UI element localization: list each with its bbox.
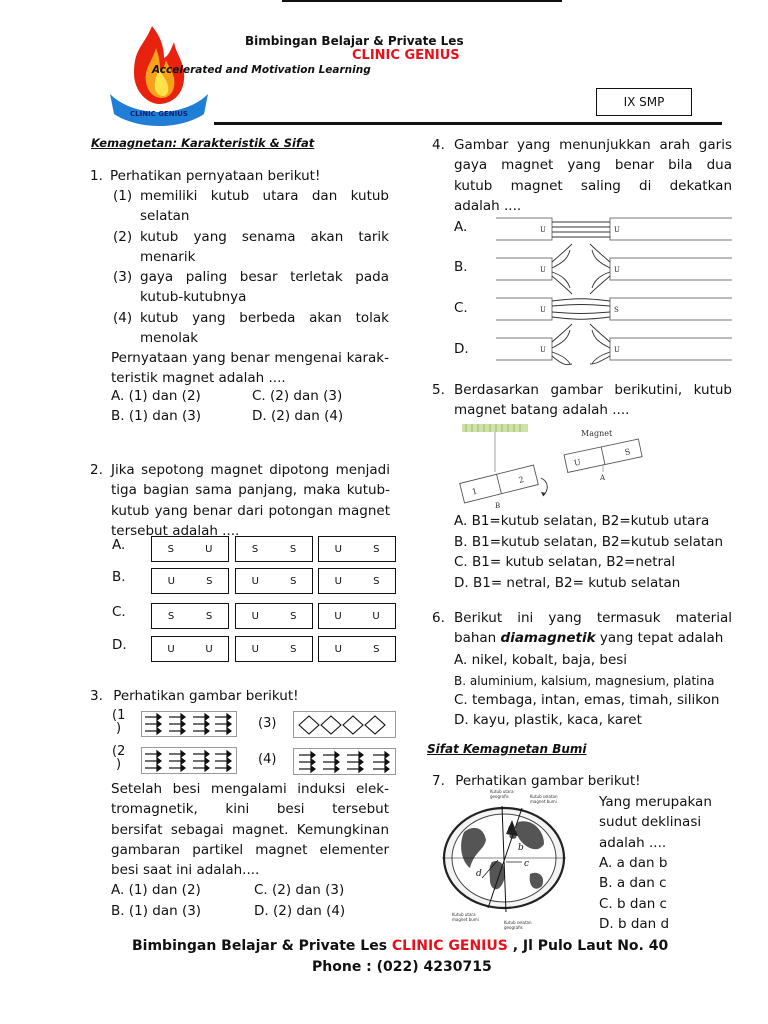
q1-item-num: (2) [113,228,133,245]
q4-pole-label: U [540,306,546,314]
q4-line: adalah .... [454,197,522,214]
q7-option-d[interactable]: D. b dan d [599,916,670,932]
top-rule [282,0,562,2]
q4-line: gaya magnet yang benar bila dua [454,157,732,174]
q7-angle-a: a [508,823,514,833]
question-3 [90,686,299,706]
q5-label-b: B [495,502,501,510]
q3-option-d[interactable]: D. (2) dan (4) [254,903,346,919]
section-title-bumi: Sifat Kemagnetan Bumi [427,742,587,756]
q4-figures [496,214,732,364]
q4-pole-label: U [614,346,620,354]
magnet-piece [151,603,229,629]
pole-label: U [205,543,213,555]
q7-fig-label: Kutub selatan [530,794,558,799]
footer-phone: Phone : (022) 4230715 [312,959,492,975]
q5-option-b[interactable]: B. B1=kutub selatan, B2=kutub selatan [454,534,724,550]
q5-option-a[interactable]: A. B1=kutub selatan, B2=kutub utara [454,513,710,529]
q5-line: Berdasarkan gambar berikutini, kutub [454,382,732,398]
pole-label: U [334,575,342,587]
pole-label: S [167,543,174,555]
pole-label: U [251,610,259,622]
q5-label-magnet: Magnet [581,429,613,438]
magnet-piece [318,536,396,562]
q6-option-c[interactable]: C. tembaga, intan, emas, timah, silikon [454,692,720,708]
q4-line: kutub magnet saling di dekatkan [454,177,732,194]
q2-line: kutub yang benar dari potongan magnet [111,502,390,519]
q3-figure-2 [141,747,237,774]
footer-brand: CLINIC GENIUS [391,938,508,954]
magnet-piece [235,603,313,629]
question-6 [432,608,732,649]
q7-fig-label: Kutub utara [452,912,476,917]
pole-label: U [251,575,259,587]
q1-item-cont: kutub-kutubnya [140,289,247,306]
footer-text: Bimbingan Belajar & Private Les [132,938,388,954]
class-label: IX SMP [623,95,665,109]
footer-address: , Jl Pulo Laut No. 40 [512,938,669,954]
q2-option-label[interactable]: B. [112,569,126,585]
q3-body [111,779,389,880]
q4-pole-label: S [614,306,619,314]
q6-number: 6. [432,610,445,626]
q5-label-2: 2 [517,475,525,485]
q7-fig-label: Kutub selatan [504,920,532,925]
q1-option-c[interactable]: C. (2) dan (3) [252,388,343,404]
q6-line: Berikut ini yang termasuk material [454,610,732,626]
q7-side-line: adalah .... [599,834,667,851]
q1-stem: Perhatikan pernyataan berikut! [110,168,321,184]
q3-figure-3 [293,711,396,738]
q5-label-1: 1 [471,486,479,497]
q3-fig3-label: (3) [258,716,277,731]
q7-angle-d: d [476,869,482,879]
q1-item-cont: menolak [140,330,199,347]
q3-fig1-label [112,709,125,735]
header-tagline: Accelerated and Motivation Learning [152,64,371,76]
q4-option-b[interactable]: B. [454,259,468,275]
q3-fig2-label-a: (2 [112,744,126,759]
pole-label: U [334,543,342,555]
pole-label: U [372,610,380,622]
q3-line: gambaran partikel magnet elementer [111,841,389,858]
q6-line2-post: yang tepat adalah [599,630,724,647]
magnet-piece [318,636,396,662]
q3-figure-1 [141,711,237,737]
pole-label: S [290,643,297,655]
q7-fig-label: Kutub utara [490,789,514,794]
magnet-piece [151,568,229,594]
q4-pole-label: U [540,346,546,354]
q4-number: 4. [432,137,445,153]
q5-label-a: A [600,474,606,482]
magnet-piece [151,536,229,562]
q5-line: magnet batang adalah .... [454,402,630,419]
q7-angle-c: c [524,859,530,869]
q1-item-cont: menarik [140,248,196,265]
q1-item-num: (3) [113,269,133,286]
q7-fig-label: magnet bumi [530,799,557,804]
q1-option-d[interactable]: D. (2) dan (4) [252,408,344,424]
q4-option-c[interactable]: C. [454,300,468,316]
q3-stem: Perhatikan gambar berikut! [113,688,299,704]
q7-fig-label: geografis [490,794,509,799]
logo-text: CLINIC GENIUS [130,110,188,118]
q7-option-b[interactable]: B. a dan c [599,875,667,891]
pole-label: S [373,575,380,587]
pole-label: U [251,643,259,655]
q5-number: 5. [432,382,445,398]
q1-item-cont: selatan [140,208,190,225]
q6-option-b[interactable]: B. aluminium, kalsium, magnesium, platina [454,674,715,688]
q3-number: 3. [90,688,103,704]
q1-item-text: memiliki kutub utara dan kutub [140,188,389,204]
q1-option-b[interactable]: B. (1) dan (3) [111,408,202,424]
q4-option-a[interactable]: A. [454,219,468,235]
pole-label: S [373,543,380,555]
magnet-piece [151,636,229,662]
pole-label: S [289,543,297,555]
q2-option-label[interactable]: D. [112,637,127,653]
magnet-piece [235,636,313,662]
pole-label: S [290,610,297,622]
pole-label: S [290,575,297,587]
q6-line2-pre: bahan [454,630,497,647]
q5-label-s: S [623,447,632,458]
q3-option-b[interactable]: B. (1) dan (3) [111,903,202,919]
q4-pole-label: U [540,226,546,234]
q1-ask [111,348,389,389]
q3-fig1-label-b: ) [116,721,122,736]
pole-label: S [167,610,175,622]
pole-label: S [373,643,380,655]
q3-figure-4 [293,748,396,775]
q2-number: 2. [90,462,103,478]
header-title: Bimbingan Belajar & Private Les [245,34,464,48]
q5-option-c[interactable]: C. B1= kutub selatan, B2=netral [454,554,676,570]
q4-pole-label: U [614,266,620,274]
q6-option-d[interactable]: D. kayu, plastik, kaca, karet [454,712,642,728]
q3-line: bersifat sebagai magnet. Kemungkinan [111,821,389,838]
q1-statements [113,186,389,348]
q7-option-a[interactable]: A. a dan b [599,855,668,871]
q7-option-c[interactable]: C. b dan c [599,896,667,912]
q1-ask-line: teristik magnet adalah .... [111,370,286,387]
q3-fig2-label [112,745,125,771]
pole-label: U [205,643,213,655]
header-brand: CLINIC GENIUS [352,48,460,63]
q1-number: 1. [90,168,103,184]
q1-item-num: (4) [113,309,133,326]
question-1 [90,166,390,186]
q3-line: tromagnetik, kini besi tersebut [111,801,389,818]
q4-option-d[interactable]: D. [454,341,469,357]
header-rule [214,122,722,125]
q2-line: tersebut adalah .... [111,522,240,539]
q6-option-a[interactable]: A. nikel, kobalt, baja, besi [454,652,628,668]
q2-option-label[interactable]: C. [112,604,126,620]
q1-option-a[interactable]: A. (1) dan (2) [111,388,201,404]
magnet-piece [235,536,313,562]
q1-item-text: gaya paling besar terletak pada [140,269,389,286]
q2-line: tiga bagian sama panjang, maka kutub- [111,482,390,499]
pole-label: S [251,543,259,555]
q3-fig4-label: (4) [258,752,277,767]
q1-item-num: (1) [113,188,133,204]
question-5 [432,380,732,421]
footer [132,938,668,954]
q1-item-text: kutub yang senama akan tarik [140,228,389,245]
q7-number: 7. [432,773,445,789]
q2-option-label[interactable]: A. [112,537,126,553]
q3-option-a[interactable]: A. (1) dan (2) [111,882,201,898]
q6-line2-emphasis: diamagnetik [500,630,596,647]
q1-item-text: kutub yang berbeda akan tolak [140,309,389,326]
q4-pole-label: U [614,226,620,234]
q2-line: Jika sepotong magnet dipotong menjadi [111,462,390,478]
pole-label: U [167,575,175,587]
pole-label: S [206,575,213,587]
q7-fig-label: geografis [504,925,523,930]
pole-label: U [167,643,175,655]
q7-stem: Perhatikan gambar berikut! [455,773,641,789]
magnet-piece [235,568,313,594]
q3-line: Setelah besi mengalami induksi elek- [111,781,389,797]
q4-line: Gambar yang menunjukkan arah garis [454,137,732,153]
magnet-piece [318,568,396,594]
q7-earth-figure [440,788,566,930]
q1-ask-line: Pernyataan yang benar mengenai karak- [111,350,389,366]
question-2 [90,460,390,541]
q4-pole-label: U [540,266,546,274]
pole-label: U [334,610,342,622]
question-4 [432,135,732,216]
q3-option-c[interactable]: C. (2) dan (3) [254,882,345,898]
q3-fig1-label-a: (1 [112,708,126,723]
q7-side-text [599,792,712,853]
q7-side-line: sudut deklinasi [599,814,702,831]
q3-fig2-label-b: ) [116,757,122,772]
magnet-piece [318,603,396,629]
section-title-kemagnetan: Kemagnetan: Karakteristik & Sifat [91,136,315,150]
q5-label-u: U [573,457,582,468]
q7-angle-b: b [518,843,524,853]
q3-line: besi saat ini adalah.... [111,862,260,879]
q5-figure [457,420,647,512]
q7-side-line: Yang merupakan [599,794,712,810]
pole-label: U [334,643,342,655]
q7-fig-label: magnet bumi [452,917,479,922]
q5-option-d[interactable]: D. B1= netral, B2= kutub selatan [454,575,681,591]
pole-label: S [205,610,213,622]
class-label-box [596,88,692,116]
